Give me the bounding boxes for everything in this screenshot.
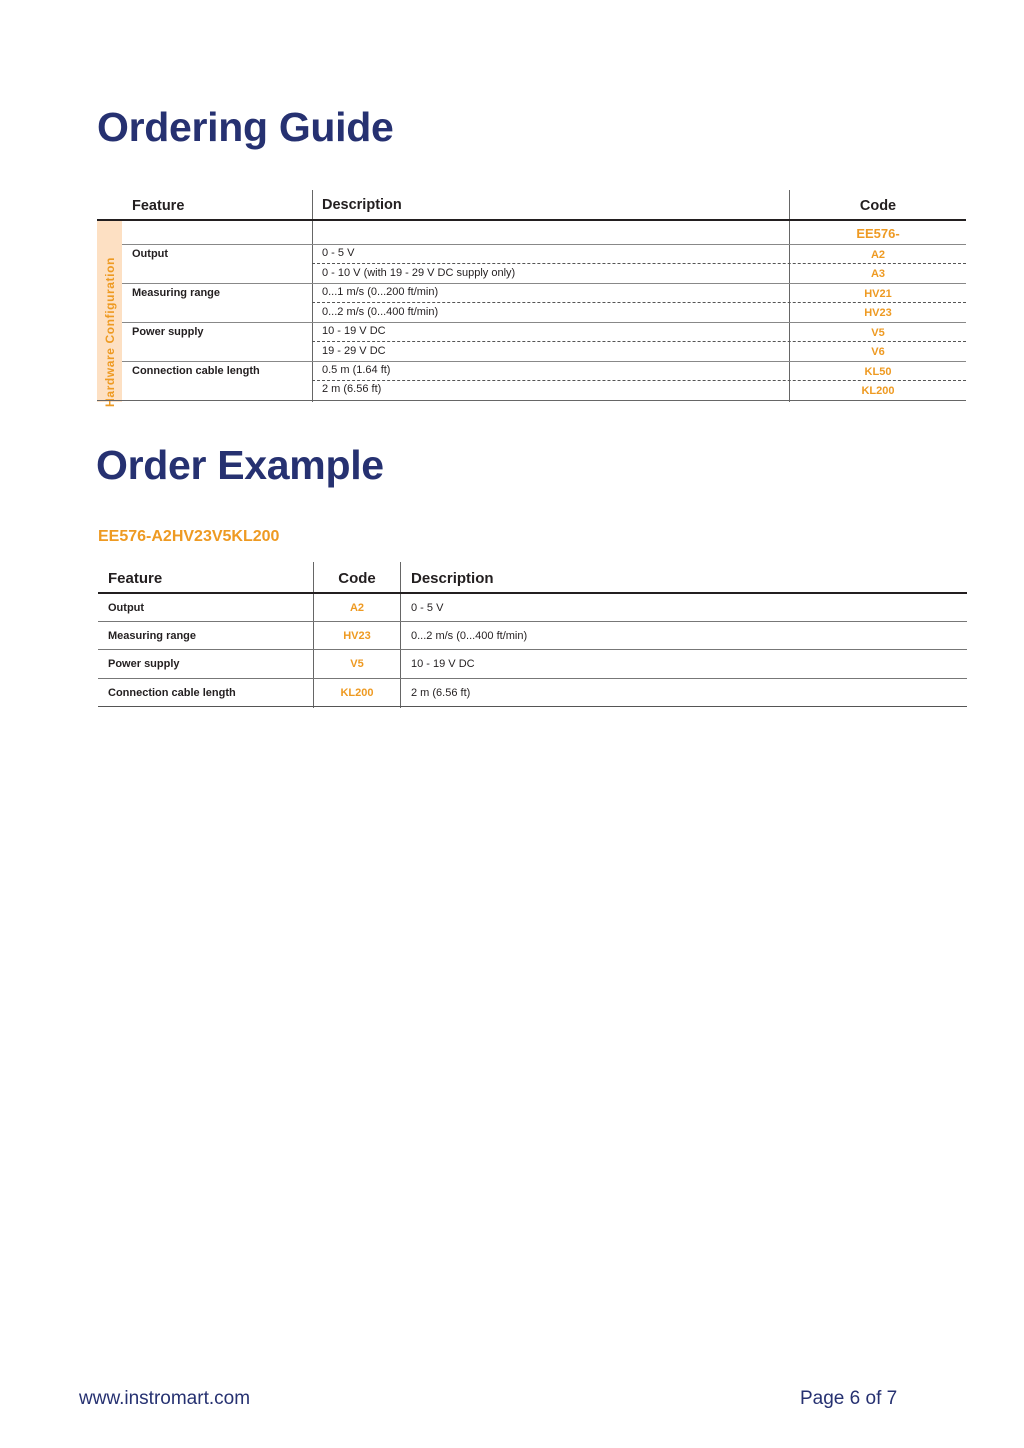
feature-label: Power supply — [108, 658, 180, 670]
description-text: 0.5 m (1.64 ft) — [322, 364, 391, 376]
code-value: V5 — [350, 658, 364, 670]
code-value: A3 — [870, 268, 886, 280]
bottom-rule — [98, 706, 967, 707]
description-text: 0...2 m/s (0...400 ft/min) — [411, 630, 528, 642]
row-rule — [98, 621, 967, 622]
code-value: HV21 — [864, 288, 892, 300]
description-text: 0 - 10 V (with 19 - 29 V DC supply only) — [322, 267, 516, 279]
header-rule — [98, 592, 967, 594]
example-order-code: EE576-A2HV23V5KL200 — [98, 528, 280, 545]
code-value: A2 — [349, 602, 365, 614]
description-text: 19 - 29 V DC — [322, 345, 386, 357]
bottom-rule — [97, 400, 966, 401]
row-rule — [98, 649, 967, 650]
description-text: 2 m (6.56 ft) — [411, 687, 471, 699]
footer-page-number: Page 6 of 7 — [800, 1388, 898, 1409]
header-description: Description — [411, 570, 494, 587]
column-divider — [312, 190, 313, 402]
feature-label: Output — [108, 602, 145, 614]
ordering-guide-title: Ordering Guide — [97, 104, 394, 150]
description-text: 0...2 m/s (0...400 ft/min) — [322, 306, 439, 318]
row-rule — [122, 244, 966, 245]
code-value: V6 — [871, 346, 885, 358]
description-text: 2 m (6.56 ft) — [322, 383, 382, 395]
column-divider — [400, 562, 401, 708]
row-rule — [122, 283, 966, 284]
description-text: 0...1 m/s (0...200 ft/min) — [322, 286, 439, 298]
row-rule-dashed — [312, 341, 966, 342]
header-rule — [97, 219, 966, 221]
row-rule-dashed — [312, 263, 966, 264]
header-description: Description — [322, 197, 402, 213]
hardware-configuration-sidebar — [97, 221, 122, 407]
row-rule — [122, 322, 966, 323]
header-code: Code — [859, 198, 897, 214]
code-value: KL200 — [340, 687, 374, 699]
feature-label: Measuring range — [108, 630, 197, 642]
row-rule — [98, 678, 967, 679]
code-value: A2 — [870, 249, 886, 261]
row-rule-dashed — [312, 380, 966, 381]
feature-label: Measuring range — [132, 287, 221, 299]
description-text: 10 - 19 V DC — [322, 325, 386, 337]
header-feature: Feature — [108, 570, 163, 587]
code-value: KL50 — [864, 366, 892, 378]
feature-label: Connection cable length — [108, 687, 236, 699]
code-value: KL200 — [861, 385, 895, 397]
order-example-title: Order Example — [96, 442, 384, 488]
sidebar-label: Hardware Configuration — [103, 257, 117, 407]
row-rule — [122, 361, 966, 362]
footer-website-link[interactable]: www.instromart.com — [79, 1388, 251, 1409]
description-text: 10 - 19 V DC — [411, 658, 475, 670]
row-rule-dashed — [312, 302, 966, 303]
ordering-guide-table — [97, 190, 966, 407]
code-value: V5 — [871, 327, 885, 339]
header-code: Code — [338, 570, 376, 587]
code-value: HV23 — [343, 630, 371, 642]
base-code: EE576- — [856, 226, 900, 241]
feature-label: Connection cable length — [132, 365, 260, 377]
order-example-table — [98, 562, 967, 708]
header-feature: Feature — [132, 198, 185, 214]
feature-label: Output — [132, 248, 169, 260]
description-text: 0 - 5 V — [411, 602, 444, 614]
feature-label: Power supply — [132, 326, 204, 338]
description-text: 0 - 5 V — [322, 247, 355, 259]
code-value: HV23 — [864, 307, 892, 319]
